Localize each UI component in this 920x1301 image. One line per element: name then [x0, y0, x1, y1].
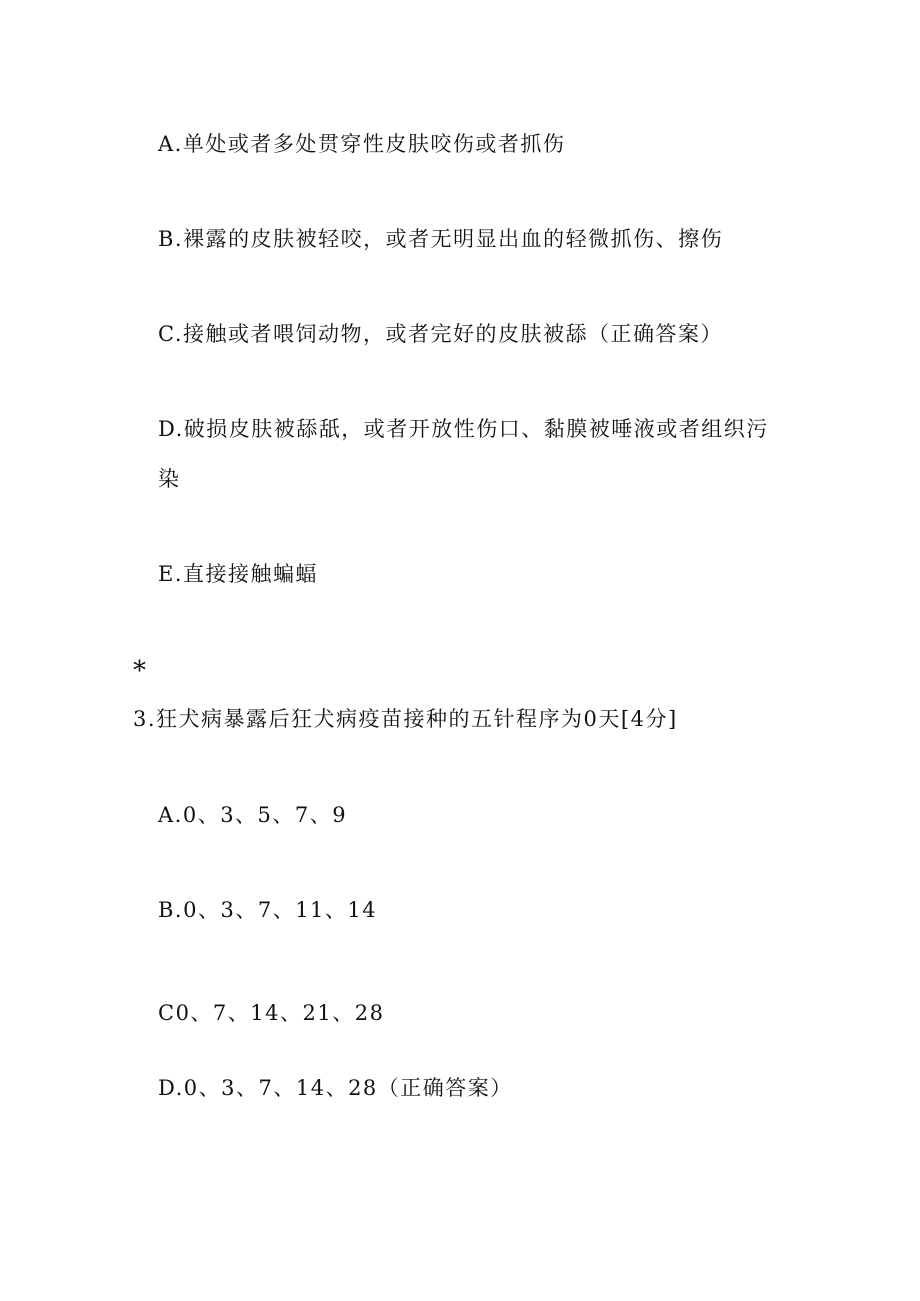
option-d-line1: D.破损皮肤被舔舐，或者开放性伤口、黏膜被唾液或者组织污 — [158, 417, 769, 441]
option-e: E.直接接触蝙蝠 — [158, 562, 319, 586]
option-c: C.接触或者喂饲动物，或者完好的皮肤被舔（正确答案） — [158, 322, 723, 346]
option-b: B.裸露的皮肤被轻咬，或者无明显出血的轻微抓伤、擦伤 — [158, 227, 724, 251]
q3-option-a: A.0、3、5、7、9 — [158, 803, 348, 827]
question-3-title: 3.狂犬病暴露后狂犬病疫苗接种的五针程序为0天[4分] — [133, 707, 678, 731]
q3-option-b: B.0、3、7、11、14 — [158, 898, 378, 922]
required-mark: * — [133, 656, 148, 686]
q3-option-c: C0、7、14、21、28 — [158, 1001, 385, 1025]
option-a: A.单处或者多处贯穿性皮肤咬伤或者抓伤 — [158, 132, 566, 156]
q3-option-d: D.0、3、7、14、28（正确答案） — [158, 1076, 513, 1100]
option-d-line2: 染 — [158, 467, 181, 491]
